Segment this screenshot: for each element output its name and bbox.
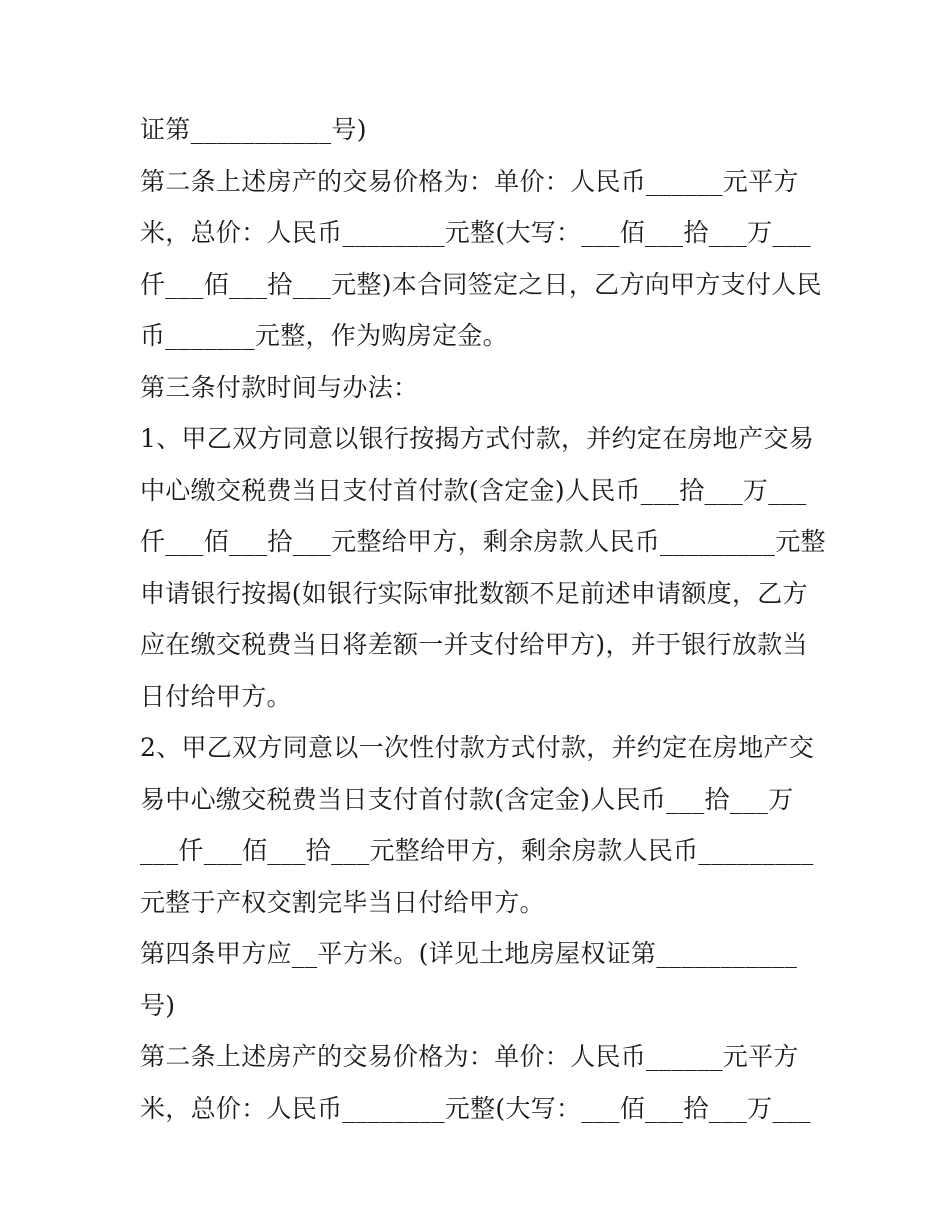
contract-text [140, 104, 826, 1134]
text-line: 2、甲乙双方同意以一次性付款方式付款，并约定在房地产交 [140, 733, 815, 762]
text-line: 应在缴交税费当日将差额一并支付给甲方)，并于银行放款当 [140, 630, 808, 659]
text-line: 日付给甲方。 [140, 681, 292, 711]
text-line: 元整于产权交割完毕当日付给甲方。 [140, 887, 545, 917]
text-line: 第四条甲方应__平方米。(详见土地房屋权证第___________ [140, 939, 798, 968]
text-line: 仟___佰___拾___元整)本合同签定之日，乙方向甲方支付人民 [140, 269, 822, 299]
text-line: ___仟___佰___拾___元整给甲方，剩余房款人民币_________ [140, 836, 814, 865]
text-line: 第三条付款时间与办法： [140, 372, 419, 402]
text-line: 证第___________号) [140, 115, 367, 144]
text-line: 申请银行按揭(如银行实际审批数额不足前述申请额度，乙方 [140, 578, 808, 608]
text-line: 易中心缴交税费当日支付首付款(含定金)人民币___拾___万 [140, 784, 794, 814]
text-line: 币_______元整，作为购房定金。 [140, 321, 508, 350]
text-line: 仟___佰___拾___元整给甲方，剩余房款人民币_________元整 [140, 527, 826, 556]
text-line: 第二条上述房产的交易价格为：单价：人民币______元平方 [140, 1042, 799, 1071]
text-line: 1、甲乙双方同意以银行按揭方式付款，并约定在房地产交易 [140, 424, 815, 453]
text-line: 米，总价：人民币________元整(大写：___佰___拾___万___ [140, 1093, 811, 1123]
text-line: 第二条上述房产的交易价格为：单价：人民币______元平方 [140, 166, 799, 196]
text-line: 中心缴交税费当日支付首付款(含定金)人民币___拾___万___ [140, 475, 807, 505]
text-line: 号) [140, 990, 176, 1020]
text-line: 米，总价：人民币________元整(大写：___佰___拾___万___ [140, 218, 811, 247]
